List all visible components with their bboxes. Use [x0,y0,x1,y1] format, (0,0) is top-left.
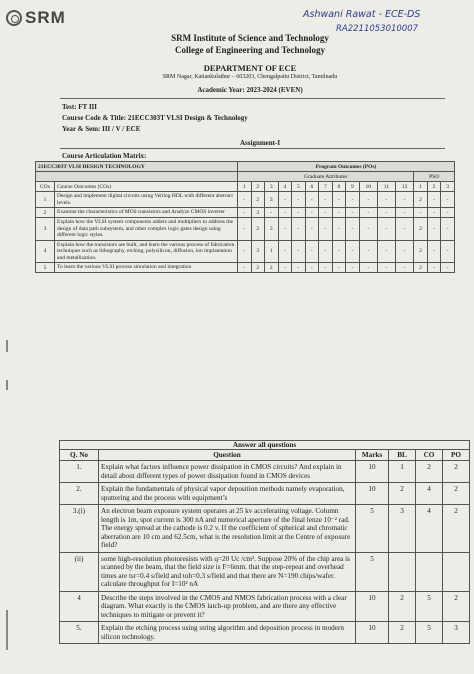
question-marks: 5 [356,552,389,591]
col-marks: Marks [356,450,389,461]
margin-mark [6,380,8,390]
matrix-cell: - [359,240,377,263]
matrix-cell: - [238,263,252,273]
matrix-cell: - [395,192,413,208]
matrix-co-number: 3 [36,218,55,241]
matrix-cell: - [238,208,252,218]
question-marks: 5 [356,505,389,553]
matrix-po-number: 11 [377,182,395,192]
matrix-cell: - [346,263,360,273]
matrix-po-number: 3 [265,182,279,192]
question-marks: 10 [356,483,389,505]
matrix-cell: - [332,192,346,208]
matrix-cell: - [441,263,455,273]
matrix-cell: - [305,192,319,208]
srm-logo-icon [6,10,22,26]
col-co: CO [416,450,443,461]
matrix-co-number: 1 [36,192,55,208]
matrix-cell: - [332,240,346,263]
questions-table [59,440,470,644]
matrix-cell: - [292,192,306,208]
matrix-cell: - [278,208,292,218]
matrix-cell: - [427,218,441,241]
question-text: Explain the fundamentals of physical vapor deposition methods namely evaporation, sputtering and the process with equipment’s [99,483,356,505]
matrix-cell: 2 [251,263,265,273]
department-name: DEPARTMENT OF ECE [203,63,297,73]
matrix-cell: - [377,208,395,218]
matrix-cell: - [395,263,413,273]
question-row [60,505,470,553]
matrix-cell: - [395,208,413,218]
question-bl: 1 [389,461,416,483]
matrix-co-number: 2 [36,208,55,218]
question-text: An electron beam exposure system operates at 25 kv accelerating voltage. Column length is 1m, spot current is 300 nA and numerical aperture of the final lenze 10⁻² rad. The energy spread at the cathode is 0.2 v. If the coefficient of spherical and chromatic aberration are 10 cm and 62.5cm, what is the resolution limit at the Centre of exposure field? [99,505,356,553]
question-bl: 2 [389,483,416,505]
college-name: College of Engineering and Technology [174,45,326,55]
matrix-cell: - [395,240,413,263]
matrix-row [36,208,455,218]
question-marks: 10 [356,622,389,644]
matrix-cell: 2 [265,263,279,273]
matrix-cell: - [377,218,395,241]
institute-name: SRM Institute of Science and Technology [171,33,329,43]
question-co: 4 [416,505,443,553]
matrix-po-number: 12 [395,182,413,192]
matrix-cell: - [427,263,441,273]
matrix-cell: - [359,208,377,218]
matrix-cell: - [278,240,292,263]
matrix-cell: - [377,263,395,273]
matrix-cell: - [278,192,292,208]
matrix-po-number: 7 [319,182,333,192]
header-divider [60,98,445,99]
matrix-cell: - [265,208,279,218]
question-number: 5. [60,622,99,644]
matrix-po-number: 2 [427,182,441,192]
question-po: 2 [443,483,470,505]
question-text: Explain the etching process using string algorithm and deposition process in modern silicon technology. [99,622,356,644]
matrix-cell: - [359,263,377,273]
question-row [60,461,470,483]
srm-logo-text: SRM [25,8,66,27]
matrix-graduate-attributes: Graduate Attributes [238,172,414,182]
assignment-title: Assignment-I [240,139,281,147]
matrix-cell: 2 [414,218,428,241]
matrix-cell: 2 [414,263,428,273]
matrix-caption: Course Articulation Matrix: [62,152,147,160]
question-po [443,552,470,591]
matrix-po-number: 10 [359,182,377,192]
question-bl: 3 [389,505,416,553]
matrix-cell: - [305,240,319,263]
matrix-cell: - [305,263,319,273]
matrix-po-number: 1 [414,182,428,192]
matrix-cell: - [441,218,455,241]
question-row [60,552,470,591]
matrix-cell: - [427,208,441,218]
question-text: Describe the steps involved in the CMOS and NMOS fabrication process with a clear diagram. What exactly is the CMOS latch-up problem, and are there any effective techniques to mitigate or prevent it? [99,591,356,622]
handwritten-name: Ashwani Rawat - ECE-DS [303,9,421,20]
matrix-course-name: 21ECC303T VLSI DESIGN TECHNOLOGY [36,162,238,172]
margin-mark [6,610,8,650]
matrix-cell: - [319,263,333,273]
matrix-cell: 1 [265,240,279,263]
matrix-cell: - [441,240,455,263]
matrix-cell: 3 [251,208,265,218]
matrix-cell: - [292,218,306,241]
question-co: 4 [416,483,443,505]
matrix-cell: - [427,240,441,263]
matrix-po-number: 9 [346,182,360,192]
matrix-col-outcomes: Course Outcomes (COs) [55,182,238,192]
matrix-co-text: Explain how the VLSI system components adders and multipliers to address the design of data path subsystem, and other complex logic gates design using different logic styles. [55,218,238,241]
question-number: 4 [60,591,99,622]
question-text: some high-resolution photoresists with q=20 Uc /cm². Suppose 20% of the chip area is scanned by the beam, that the field size is F=6mm. that the step-repeat and overhead times are tsr=0.4 s/field and toh=0.3 s/field and that there are N=190 chips/wafer. calculate throughput for I=10² nA [99,552,356,591]
handwritten-reg-number: RA2211053010007 [336,24,419,34]
matrix-co-text: Explain how the transistors are built, and learn the various process of fabrication techniques such as lithography, etching, polysilicon, diffusion, ion implantation and metallization. [55,240,238,263]
matrix-po-number: 5 [292,182,306,192]
matrix-cell: - [332,218,346,241]
col-bl: BL [389,450,416,461]
question-co: 2 [416,461,443,483]
matrix-cell: - [414,208,428,218]
matrix-cell: 3 [251,240,265,263]
matrix-cell: 3 [265,192,279,208]
matrix-cell: - [346,208,360,218]
matrix-cell: - [238,240,252,263]
matrix-cell: - [238,192,252,208]
question-po: 2 [443,591,470,622]
matrix-row [36,218,455,241]
question-row [60,483,470,505]
matrix-co-text: To learn the various VLSI process simulation and integration [55,263,238,273]
matrix-cell: 2 [251,192,265,208]
matrix-co-text: Examine the characteristics of MOS transistors and Analyze CMOS inverter [55,208,238,218]
question-bl: 2 [389,622,416,644]
matrix-po-number: 1 [238,182,252,192]
question-number: 2. [60,483,99,505]
question-row [60,622,470,644]
question-bl: 2 [389,591,416,622]
question-po: 3 [443,622,470,644]
matrix-cell: - [238,218,252,241]
matrix-cell: - [332,263,346,273]
matrix-cell: - [319,192,333,208]
course-articulation-matrix [35,161,455,273]
matrix-blank [36,172,238,182]
matrix-cell: - [441,208,455,218]
question-po: 2 [443,461,470,483]
matrix-cell: - [359,218,377,241]
matrix-cell: - [319,218,333,241]
matrix-cell: 2 [414,240,428,263]
matrix-cell: - [359,192,377,208]
matrix-cell: - [346,218,360,241]
matrix-cell: - [292,263,306,273]
matrix-po-number: 3 [441,182,455,192]
matrix-cell: - [427,192,441,208]
address: SRM Nagar, Kattankulathur – 603203, Chengalpattu District, Tamilnadu [162,74,338,80]
matrix-po-number: 6 [305,182,319,192]
matrix-cell: - [377,240,395,263]
question-text: Explain what factors influence power dissipation in CMOS circuits? And explain in detail about different types of power dissipation found in CMOS devices [99,461,356,483]
matrix-co-number: 4 [36,240,55,263]
matrix-cell: 2 [414,192,428,208]
matrix-cell: 3 [265,218,279,241]
question-marks: 10 [356,461,389,483]
matrix-pso: PSO [414,172,455,182]
col-question: Question [99,450,356,461]
matrix-po-number: 8 [332,182,346,192]
question-number: 1. [60,461,99,483]
matrix-co-text: Design and implement digital circuits using Verilog HDL with different abstract levels. [55,192,238,208]
matrix-po-number: 2 [251,182,265,192]
col-po: PO [443,450,470,461]
academic-year: Academic Year: 2023-2024 (EVEN) [197,86,303,94]
question-co: 5 [416,622,443,644]
matrix-cell: - [346,240,360,263]
matrix-cell: - [305,218,319,241]
matrix-cell: - [278,218,292,241]
col-qno: Q. No [60,450,99,461]
question-co: 5 [416,591,443,622]
matrix-cell: 2 [251,218,265,241]
srm-logo [6,8,66,28]
matrix-cell: - [441,192,455,208]
test-name: Test: FT III [62,103,98,111]
question-number: 3.(i) [60,505,99,553]
matrix-cell: - [278,263,292,273]
questions-caption: Answer all questions [60,441,470,450]
course-title: Course Code & Title: 21ECC303T VLSI Design & Technology [62,114,248,122]
matrix-cell: - [377,192,395,208]
matrix-po-number: 4 [278,182,292,192]
matrix-cell: - [319,208,333,218]
question-bl [389,552,416,591]
matrix-cell: - [395,218,413,241]
matrix-row [36,240,455,263]
question-number: (ii) [60,552,99,591]
matrix-cell: - [346,192,360,208]
matrix-row [36,192,455,208]
matrix-cell: - [292,240,306,263]
matrix-co-number: 5 [36,263,55,273]
matrix-program-outcomes: Program Outcomes (POs) [238,162,455,172]
matrix-cell: - [305,208,319,218]
year-sem: Year & Sem: III / V / ECE [62,125,141,133]
matrix-cell: - [319,240,333,263]
matrix-cell: - [332,208,346,218]
question-row [60,591,470,622]
question-po: 2 [443,505,470,553]
assignment-divider [60,148,445,149]
matrix-row [36,263,455,273]
margin-mark [6,340,8,352]
question-marks: 10 [356,591,389,622]
matrix-cell: - [292,208,306,218]
question-co [416,552,443,591]
matrix-col-cos: COs [36,182,55,192]
